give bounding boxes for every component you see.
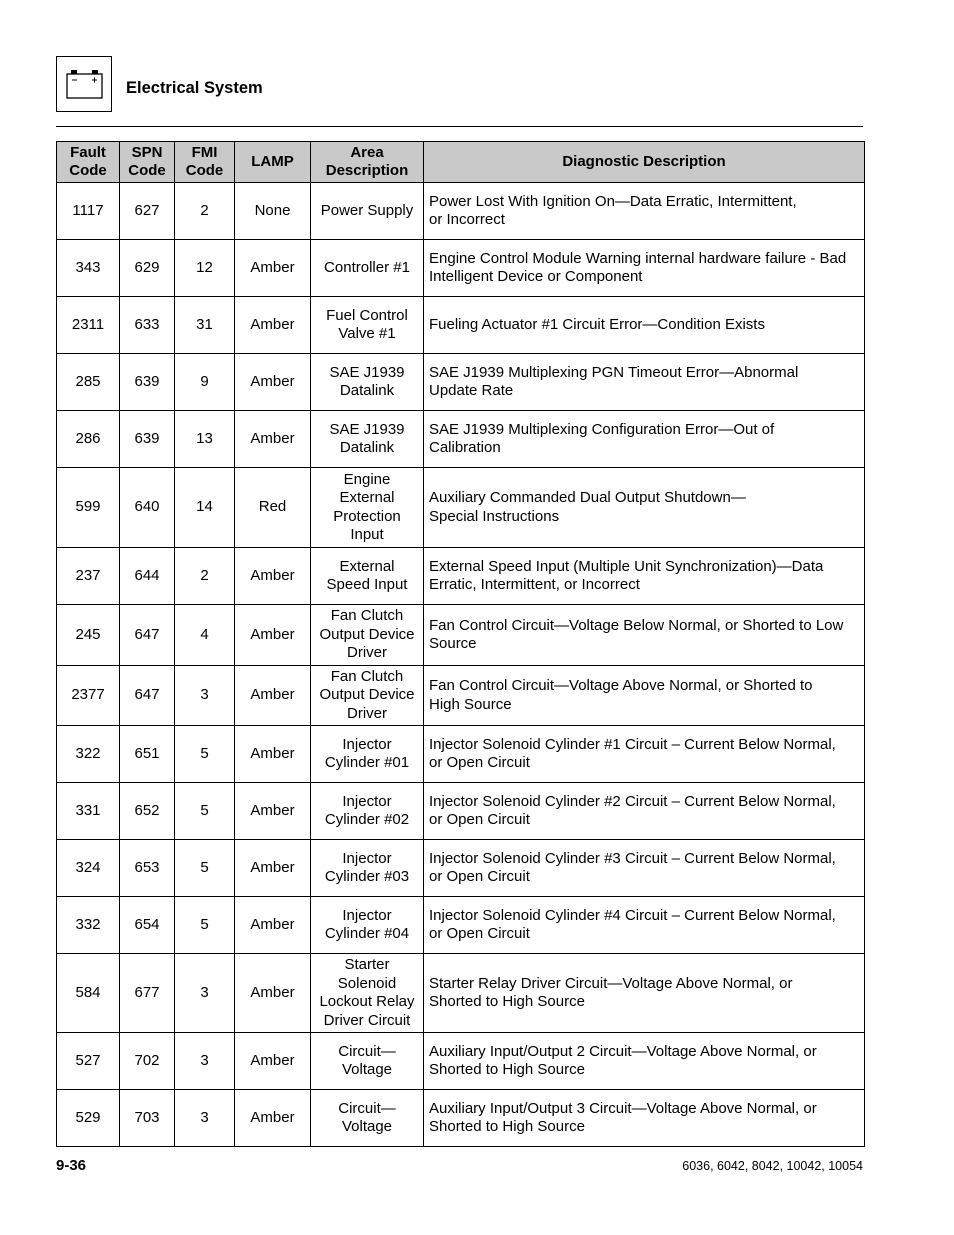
spn-code-cell: 647 (120, 605, 175, 666)
spn-code-header: SPN Code (120, 142, 175, 183)
table-row (57, 783, 865, 840)
lamp-cell: Amber (235, 411, 311, 468)
area-description-cell: Fan Clutch Output Device Driver (311, 605, 424, 666)
table-row (57, 411, 865, 468)
fmi-code-cell: 4 (175, 605, 235, 666)
fmi-code-header: FMI Code (175, 142, 235, 183)
fmi-code-cell: 3 (175, 1033, 235, 1090)
diagnostic-description-header: Diagnostic Description (424, 142, 865, 183)
fault-code-cell: 599 (57, 468, 120, 548)
table-row (57, 297, 865, 354)
diagnostic-description-cell: Starter Relay Driver Circuit—Voltage Above Normal, or Shorted to High Source (424, 954, 865, 1033)
fmi-code-cell: 5 (175, 897, 235, 954)
area-description-cell: Circuit— Voltage (311, 1033, 424, 1090)
lamp-cell: Amber (235, 666, 311, 726)
fault-code-cell: 343 (57, 240, 120, 297)
spn-code-cell: 653 (120, 840, 175, 897)
area-description-cell: Fuel Control Valve #1 (311, 297, 424, 354)
model-numbers: 6036, 6042, 8042, 10042, 10054 (682, 1159, 863, 1173)
fault-code-cell: 2377 (57, 666, 120, 726)
lamp-cell: Amber (235, 297, 311, 354)
diagnostic-description-cell: Fan Control Circuit—Voltage Below Normal, or Shorted to Low Source (424, 605, 865, 666)
diagnostic-description-cell: External Speed Input (Multiple Unit Synchronization)—Data Erratic, Intermittent, or Incorrect (424, 548, 865, 605)
lamp-cell: None (235, 183, 311, 240)
table-row (57, 840, 865, 897)
fault-code-cell: 331 (57, 783, 120, 840)
fmi-code-cell: 5 (175, 783, 235, 840)
area-description-cell: Circuit— Voltage (311, 1090, 424, 1147)
table-row (57, 726, 865, 783)
table-row (57, 666, 865, 726)
spn-code-cell: 651 (120, 726, 175, 783)
fault-code-cell: 286 (57, 411, 120, 468)
area-description-cell: Engine External Protection Input (311, 468, 424, 548)
table-row (57, 548, 865, 605)
diagnostic-description-cell: Engine Control Module Warning internal hardware failure - Bad Intelligent Device or Component (424, 240, 865, 297)
fmi-code-cell: 3 (175, 954, 235, 1033)
fault-code-cell: 529 (57, 1090, 120, 1147)
diagnostic-description-cell: Power Lost With Ignition On—Data Erratic, Intermittent, or Incorrect (424, 183, 865, 240)
area-description-cell: Injector Cylinder #03 (311, 840, 424, 897)
battery-icon (56, 56, 112, 112)
area-description-cell: External Speed Input (311, 548, 424, 605)
diagnostic-description-cell: Injector Solenoid Cylinder #1 Circuit – Current Below Normal, or Open Circuit (424, 726, 865, 783)
spn-code-cell: 652 (120, 783, 175, 840)
spn-code-cell: 629 (120, 240, 175, 297)
spn-code-cell: 640 (120, 468, 175, 548)
section-title: Electrical System (126, 79, 263, 97)
spn-code-cell: 654 (120, 897, 175, 954)
fault-code-cell: 322 (57, 726, 120, 783)
area-description-cell: Injector Cylinder #01 (311, 726, 424, 783)
fmi-code-cell: 2 (175, 548, 235, 605)
fault-code-cell: 584 (57, 954, 120, 1033)
fault-code-cell: 332 (57, 897, 120, 954)
fmi-code-cell: 12 (175, 240, 235, 297)
table-body (57, 183, 865, 1147)
table-row (57, 354, 865, 411)
area-description-cell: Injector Cylinder #02 (311, 783, 424, 840)
lamp-cell: Amber (235, 783, 311, 840)
lamp-cell: Amber (235, 354, 311, 411)
lamp-cell: Amber (235, 954, 311, 1033)
spn-code-cell: 644 (120, 548, 175, 605)
lamp-cell: Red (235, 468, 311, 548)
table-row (57, 1090, 865, 1147)
fault-code-header: Fault Code (57, 142, 120, 183)
area-description-cell: SAE J1939 Datalink (311, 411, 424, 468)
lamp-cell: Amber (235, 605, 311, 666)
fault-code-cell: 245 (57, 605, 120, 666)
fault-code-cell: 324 (57, 840, 120, 897)
table-row (57, 605, 865, 666)
spn-code-cell: 702 (120, 1033, 175, 1090)
fmi-code-cell: 5 (175, 726, 235, 783)
lamp-header: LAMP (235, 142, 311, 183)
diagnostic-description-cell: Injector Solenoid Cylinder #4 Circuit – Current Below Normal, or Open Circuit (424, 897, 865, 954)
spn-code-cell: 639 (120, 411, 175, 468)
lamp-cell: Amber (235, 548, 311, 605)
fmi-code-cell: 9 (175, 354, 235, 411)
table-row (57, 240, 865, 297)
spn-code-cell: 703 (120, 1090, 175, 1147)
fault-code-cell: 1117 (57, 183, 120, 240)
spn-code-cell: 627 (120, 183, 175, 240)
spn-code-cell: 647 (120, 666, 175, 726)
fault-code-table (56, 141, 865, 1147)
fault-code-cell: 285 (57, 354, 120, 411)
table-row (57, 897, 865, 954)
area-description-header: Area Description (311, 142, 424, 183)
diagnostic-description-cell: Auxiliary Commanded Dual Output Shutdown— Special Instructions (424, 468, 865, 548)
lamp-cell: Amber (235, 840, 311, 897)
diagnostic-description-cell: SAE J1939 Multiplexing PGN Timeout Error—Abnormal Update Rate (424, 354, 865, 411)
area-description-cell: Controller #1 (311, 240, 424, 297)
fmi-code-cell: 2 (175, 183, 235, 240)
fmi-code-cell: 14 (175, 468, 235, 548)
diagnostic-description-cell: Fueling Actuator #1 Circuit Error—Condition Exists (424, 297, 865, 354)
lamp-cell: Amber (235, 1033, 311, 1090)
diagnostic-description-cell: SAE J1939 Multiplexing Configuration Error—Out of Calibration (424, 411, 865, 468)
area-description-cell: Fan Clutch Output Device Driver (311, 666, 424, 726)
table-header-row (57, 142, 865, 183)
area-description-cell: Starter Solenoid Lockout Relay Driver Circuit (311, 954, 424, 1033)
fmi-code-cell: 3 (175, 666, 235, 726)
fmi-code-cell: 5 (175, 840, 235, 897)
fault-code-cell: 237 (57, 548, 120, 605)
area-description-cell: Power Supply (311, 183, 424, 240)
table-row (57, 1033, 865, 1090)
spn-code-cell: 633 (120, 297, 175, 354)
battery-icon-graphic (57, 57, 111, 111)
fault-code-cell: 527 (57, 1033, 120, 1090)
fault-code-cell: 2311 (57, 297, 120, 354)
table-row (57, 468, 865, 548)
diagnostic-description-cell: Injector Solenoid Cylinder #3 Circuit – Current Below Normal, or Open Circuit (424, 840, 865, 897)
lamp-cell: Amber (235, 1090, 311, 1147)
lamp-cell: Amber (235, 897, 311, 954)
spn-code-cell: 639 (120, 354, 175, 411)
diagnostic-description-cell: Fan Control Circuit—Voltage Above Normal, or Shorted to High Source (424, 666, 865, 726)
table-row (57, 954, 865, 1033)
fmi-code-cell: 13 (175, 411, 235, 468)
lamp-cell: Amber (235, 240, 311, 297)
fmi-code-cell: 31 (175, 297, 235, 354)
lamp-cell: Amber (235, 726, 311, 783)
diagnostic-description-cell: Injector Solenoid Cylinder #2 Circuit – Current Below Normal, or Open Circuit (424, 783, 865, 840)
area-description-cell: SAE J1939 Datalink (311, 354, 424, 411)
page-number: 9-36 (56, 1157, 87, 1174)
diagnostic-description-cell: Auxiliary Input/Output 2 Circuit—Voltage Above Normal, or Shorted to High Source (424, 1033, 865, 1090)
header-divider (56, 126, 863, 127)
table-row (57, 183, 865, 240)
spn-code-cell: 677 (120, 954, 175, 1033)
area-description-cell: Injector Cylinder #04 (311, 897, 424, 954)
fmi-code-cell: 3 (175, 1090, 235, 1147)
diagnostic-description-cell: Auxiliary Input/Output 3 Circuit—Voltage Above Normal, or Shorted to High Source (424, 1090, 865, 1147)
